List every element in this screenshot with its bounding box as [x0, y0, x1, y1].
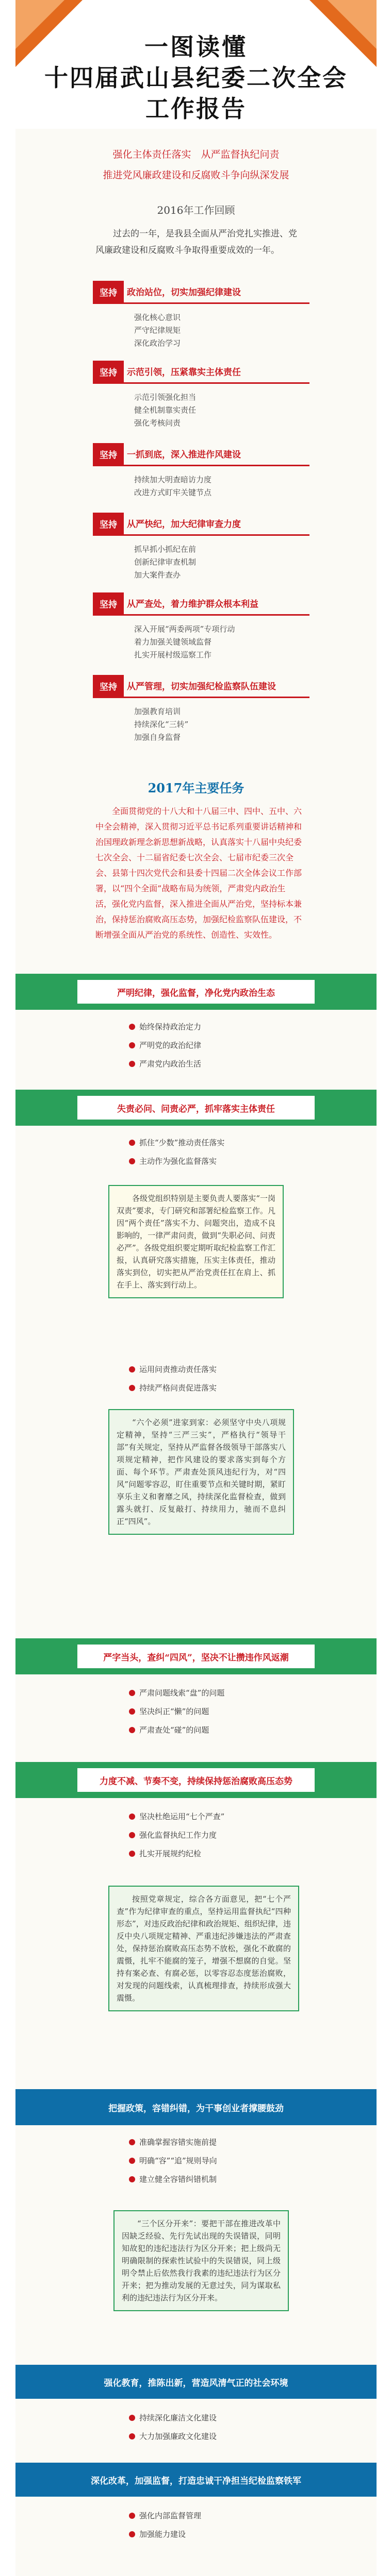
list-item-text: 主动作为强化监督落实: [139, 1157, 217, 1166]
task-ribbon: [15, 1762, 377, 1798]
task-ribbon-label: 严明纪律，强化监督，净化党内政治生态: [77, 980, 315, 1004]
bullet-icon: [129, 1814, 135, 1820]
list-item: [129, 1379, 335, 1397]
bullet-icon: [129, 1140, 135, 1146]
divider: [93, 534, 309, 536]
list-item: [129, 1036, 335, 1055]
review-item-title: 从严管理，切实加强纪检监察队伍建设: [127, 682, 276, 692]
bullet-icon: [129, 2415, 135, 2421]
task-list: [129, 1018, 335, 1073]
review-item-sub: 加大案件查办: [134, 570, 181, 580]
list-item-text: 加强能力建设: [139, 2530, 186, 2539]
list-item: [129, 1684, 335, 1702]
review-item-badge: 坚持: [93, 592, 124, 614]
list-item: [129, 2427, 335, 2446]
bullet-icon: [129, 1851, 135, 1857]
review-item-sub: 健全机制靠实责任: [134, 405, 197, 415]
review-item-sub: 严守纪律规矩: [134, 326, 181, 335]
task-ribbon: [15, 1090, 377, 1126]
list-item: [129, 2151, 335, 2170]
review-title: 2016年工作回顾: [157, 204, 235, 216]
list-item: [129, 2170, 335, 2189]
list-item-text: 强化监督执纪工作力度: [139, 1831, 217, 1840]
list-item-text: 抓住“少数”推动责任落实: [139, 1138, 225, 1147]
review-item-sub: 强化考核问责: [134, 418, 181, 428]
slogans: [93, 144, 299, 185]
list-item: [129, 1721, 335, 1739]
list-item: [129, 1702, 335, 1721]
list-item-text: 坚决纠正“懒”的问题: [139, 1707, 209, 1716]
task-list: [129, 1360, 335, 1397]
list-item: [129, 1826, 335, 1844]
review-item-badge: 坚持: [93, 675, 124, 697]
list-item-text: 大力加强廉政文化建设: [139, 2432, 217, 2441]
header-banner: [15, 0, 377, 129]
list-item: [129, 1018, 335, 1036]
list-item-text: 扎实开展规约纪检: [139, 1849, 202, 1858]
list-item: [129, 1360, 335, 1379]
bullet-icon: [129, 1832, 135, 1838]
list-item-text: 准确掌握容错实施前提: [139, 2138, 217, 2147]
list-item-text: 始终保持政治定力: [139, 1022, 202, 1031]
review-item-sub: 创新纪律审查机制: [134, 557, 197, 567]
bullet-icon: [129, 1061, 135, 1067]
bullet-icon: [129, 2531, 135, 2537]
quote-frame: 各级党组织特别是主要负责人要落实“一岗双责”要求，专门研究和部署纪检监察工作。凡因“两个责任”落实不力、问题突出，造成不良影响的，一律严肃问责，做到“失职必问、问责必严”。各级党组织要定期听取纪检监察工作汇报，认真研究落实措施，压实主体责任，推动落实到位，切实把从严治党责任扛在肩上、抓在手上、落实到行动上。: [108, 1185, 284, 1298]
task-list: [129, 1133, 335, 1171]
review-item-badge: 坚持: [93, 443, 124, 465]
list-item: [129, 1807, 335, 1826]
tasks-intro: 全面贯彻党的十八大和十八届三中、四中、五中、六中全会精神，深入贯彻习近平总书记系列重要讲话精神和治国理政新理念新思想新战略，认真落实十八届中央纪委七次全会、十二届省纪委七次全会、七届市纪委三次全会、县第十四次党代会和县委十四届二次全体会议工作部署，以“四个全面”战略布局为统领，严肃党内政治生活，强化党内监督，深入推进全面从严治党，坚持标本兼治，保持惩治腐败高压态势，加强纪检监察队伍建设，不断增强全面从严治党的系统性、创造性、实效性。: [95, 806, 302, 940]
bullet-icon: [129, 1024, 135, 1030]
review-intro: 过去的一年，是我县全面从严治党扎实推进、党风廉政建设和反腐败斗争取得重要成效的一年。: [95, 229, 297, 256]
task-ribbon: [15, 2089, 377, 2125]
list-item: [129, 2525, 335, 2544]
bullet-icon: [129, 1042, 135, 1048]
list-item: [129, 1152, 335, 1171]
list-item: [129, 1133, 335, 1152]
bullet-icon: [129, 1158, 135, 1164]
list-item-text: 明确“容”“追”规则导向: [139, 2156, 217, 2165]
bullet-icon: [129, 1366, 135, 1372]
divider: [93, 697, 309, 698]
task-list: [129, 2133, 335, 2189]
divider: [93, 382, 309, 384]
review-item-sub: 着力加强关键领域监督: [134, 637, 212, 647]
list-item-text: 建立健全容错纠错机制: [139, 2175, 217, 2184]
divider: [93, 302, 309, 304]
header-line-1: 一图读懂: [144, 33, 248, 61]
list-item: [129, 2506, 335, 2525]
review-item-title: 示范引领，压紧靠实主体责任: [127, 367, 241, 378]
list-item: [129, 1844, 335, 1863]
review-item-sub: 深化政治学习: [134, 338, 181, 348]
review-item-sub: 加强自身监督: [134, 733, 181, 742]
task-ribbon-label: 严字当头，查纠“四风”，坚决不让攒违作风返潮: [77, 1645, 315, 1668]
review-item-badge: 坚持: [93, 281, 124, 302]
review-item-title: 政治站位，切实加强纪律建设: [127, 287, 241, 298]
slogan-line-2: 推进党风廉政建设和反腐败斗争向纵深发展: [103, 170, 289, 181]
review-item-sub: 示范引领强化担当: [134, 393, 197, 402]
bullet-icon: [129, 2176, 135, 2182]
bullet-icon: [129, 2139, 135, 2145]
divider: [93, 614, 309, 616]
task-ribbon-label: 把握政策，容错纠错，为干事创业者撑腰鼓劲: [77, 2095, 315, 2119]
task-ribbon-label: 力度不减、节奏不变，持续保持惩治腐败高压态势: [77, 1768, 315, 1792]
quote-frame: “三个区分开来”：要把干部在推进改革中因缺乏经验、先行先试出现的失误错误，同明知故犯的违纪违法行为区分开来；把上级尚无明确限制的探索性试验中的失误错误，同上级明令禁止后依然我行我素的违纪违法行为区分开来；把为推动发展的无意过失，同为谋取私利的违纪违法行为区分开来。: [113, 2210, 289, 2311]
list-item-text: 持续严格问责促进落实: [139, 1383, 217, 1393]
list-item: [129, 2409, 335, 2427]
review-item-sub: 强化核心意识: [134, 313, 181, 322]
bullet-icon: [129, 1708, 135, 1715]
review-item-sub: 持续深化“三转”: [134, 720, 189, 729]
header-line-2: 十四届武山县纪委二次全会: [44, 64, 348, 92]
review-item-sub: 改进方式盯牢关键节点: [134, 488, 212, 497]
review-item-badge: 坚持: [93, 361, 124, 382]
review-item-title: 一抓到底，深入推进作风建设: [127, 450, 241, 460]
list-item: [129, 2133, 335, 2151]
list-item-text: 严肃问题线索“盘”的问题: [139, 1688, 225, 1698]
list-item-text: 严肃查处“碰”的问题: [139, 1725, 209, 1735]
review-item-title: 从严快纪，加大纪律审查力度: [127, 519, 241, 530]
list-item-text: 持续深化廉洁文化建设: [139, 2413, 217, 2422]
list-item-text: 强化内部监督管理: [139, 2511, 202, 2520]
task-ribbon-label: 深化改革，加强监督，打造忠诚干净担当纪检监察铁军: [15, 2463, 377, 2497]
bullet-icon: [129, 2433, 135, 2439]
bullet-icon: [129, 2158, 135, 2164]
infographic-page: [15, 0, 377, 2576]
task-list: [129, 1807, 335, 1863]
review-item-sub: 持续加大明查暗访力度: [134, 475, 212, 484]
header-line-3: 工作报告: [145, 95, 247, 123]
list-item: [129, 1055, 335, 1073]
bullet-icon: [129, 1690, 135, 1696]
list-item-text: 严明党的政治纪律: [139, 1041, 202, 1050]
review-item-sub: 扎实开展村级巡察工作: [134, 650, 212, 659]
bullet-icon: [129, 1385, 135, 1391]
list-item-text: 严肃党内政治生活: [139, 1059, 202, 1069]
review-item-sub: 加强教育培训: [134, 707, 181, 716]
review-item-title: 从严查处，着力维护群众根本利益: [127, 599, 258, 609]
review-item-sub: 抓早抓小抓纪在前: [134, 545, 197, 554]
list-item-text: 运用问责推动责任落实: [139, 1365, 217, 1374]
review-item-badge: 坚持: [93, 513, 124, 534]
task-list: [129, 2409, 335, 2446]
quote-frame: 按照党章规定，综合各方面意见，把“七个严查”作为纪律审查的重点，坚持运用监督执纪“四种形态”，对违反政治纪律和政治规矩、组织纪律，违反中央八项规定精神、严重违纪涉嫌违法的严肃查处，保持惩治腐败高压态势不放松，强化不敢腐的震慑，扎牢不能腐的笼子，增强不想腐的自觉。坚持有案必查、有腐必惩，以零容忍态度惩治腐败，对发现的问题线索，认真梳理排查，持续形成强大震慑。: [108, 1886, 299, 2011]
bullet-icon: [129, 1727, 135, 1733]
tasks-title: 2017年主要任务: [148, 781, 244, 795]
task-ribbon: [15, 974, 377, 1010]
divider: [93, 465, 309, 466]
task-list: [129, 1684, 335, 1739]
review-item-sub: 深入开展“两委两项”专项行动: [134, 624, 235, 634]
task-ribbon-label: 强化教育，推陈出新，营造风清气正的社会环境: [15, 2365, 377, 2399]
task-list: [129, 2506, 335, 2544]
task-ribbon-label: 失责必问、问责必严，抓牢落实主体责任: [77, 1096, 315, 1120]
bullet-icon: [129, 2513, 135, 2519]
task-ribbon: [15, 1638, 377, 1674]
slogan-line-1: 强化主体责任落实 从严监督执纪问责: [112, 149, 280, 160]
list-item-text: 坚决杜绝运用“七个严查”: [139, 1812, 225, 1821]
quote-frame: “六个必须”进家到家：必须坚守中央八项规定精神，坚持“三严三实”，严格执行“领导干部”有关规定，坚持从严监督各级领导干部落实八项规定精神，把作风建设的要求落实到每个方面、每个环节。严肃查处顶风违纪行为，对“四风”问题零容忍，盯住重要节点和关键时期，紧盯享乐主义和奢靡之风，持续深化监督检查，做到露头就打、反复敲打、持续用力，驰而不息纠正“四风”。: [108, 1409, 294, 1535]
